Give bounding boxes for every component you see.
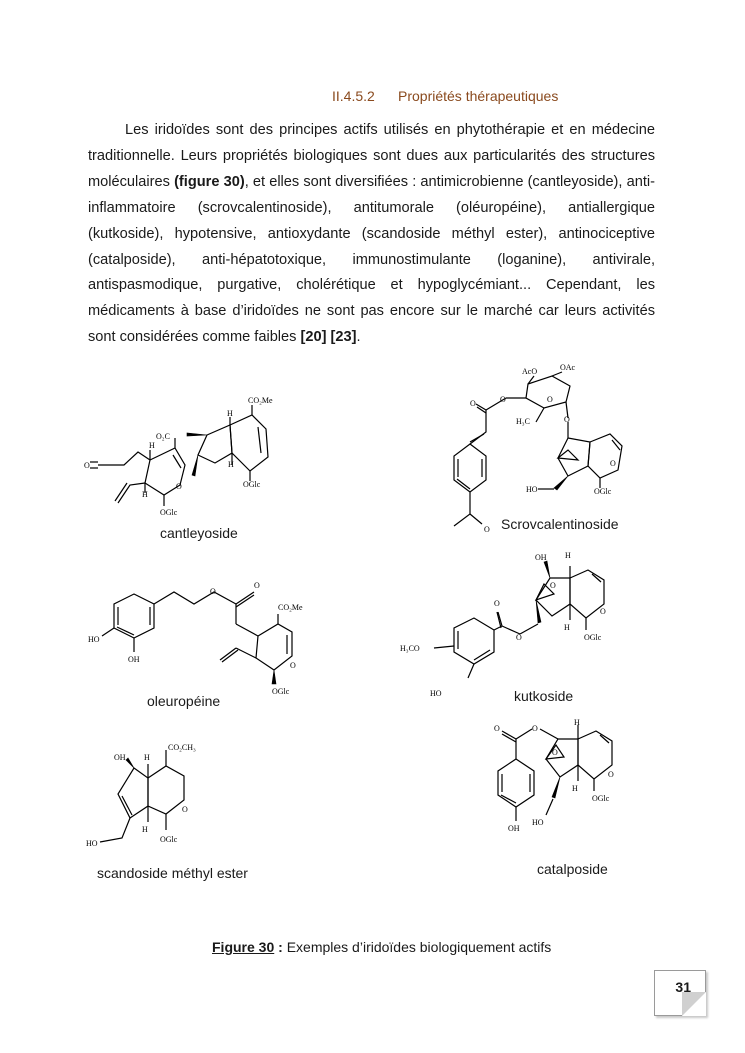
label-o: O [550,581,556,590]
name-kutkoside: kutkoside [514,688,574,704]
label-h: H [564,623,570,632]
label-oh: OH [128,655,140,664]
label-oglc: OGlc [592,794,610,803]
scandoside-structure [86,738,216,853]
section-heading [332,88,558,104]
page-curl-icon [682,992,706,1016]
label-o: O [494,724,500,733]
body-paragraph [88,118,655,351]
label-oh: OH [508,824,520,833]
label-oglc: OGlc [243,480,261,489]
para-text-2: , et elles sont diversifiées : antimicrobienne (cantleyoside), anti-inflammatoire (scrovcalentinoside), antitumorale (oléuropéine), antiallergique (kutkoside), hypotensive, antioxydante (scandoside méthyl ester), antinociceptive (catalposide), anti-hépatotoxique, immunostimulante (loganine), antivirale, antispasmodique, purgative, cholérétique et hypoglycémiant... Cependant, les médicaments à base d’iridoïdes ne sont pas encore sur le marché car leurs activités sont considérées comme faibles [88,173,655,346]
label-ho: HO [532,818,544,827]
label-co2ch3: CO₂CH₃ [168,743,196,752]
label-o: O [182,805,188,814]
label-h: H [142,825,148,834]
label-h: H [574,718,580,727]
label-o: O [500,395,506,404]
label-o: O [470,399,476,408]
cantleyoside-structure [80,385,310,525]
page-number-box [654,970,706,1016]
scrovcalentinoside-structure [440,362,640,540]
para-text-1: Les iridoïdes sont des principes actifs utilisés en phytothérapie et en médecine traditionnelle. Leurs propriétés biologiques sont dues aux particularités des structures moléculaires [88,122,655,190]
name-cantleyoside: cantleyoside [160,525,238,541]
section-number: II.4.5.2 [332,88,375,104]
label-h3co: H₃CO [400,644,420,653]
label-h: H [572,784,578,793]
label-h3c: H₃C [516,417,530,426]
label-o: O [564,415,570,424]
label-oglc: OGlc [272,687,290,696]
label-o2c: O₂C [156,432,170,441]
label-ho: HO [86,839,98,848]
label-o: O [547,395,553,404]
oleuropeine-structure [86,578,316,703]
caption-colon: : [274,939,283,955]
label-o: O [210,587,216,596]
label-o: O [84,461,90,470]
label-o: O [610,459,616,468]
label-oglc: OGlc [160,835,178,844]
name-oleuropeine: oleuropéine [147,693,221,709]
kutkoside-structure [398,548,618,698]
label-o: O [290,661,296,670]
label-o: O [552,748,558,757]
label-co2me: CO₂Me [278,603,303,612]
figure-caption [212,939,551,955]
label-oac: OAc [560,363,576,372]
label-oglc: OGlc [160,508,178,517]
label-o: O [532,724,538,733]
label-h: H [142,490,148,499]
label-oh: OH [535,553,547,562]
label-ho: HO [526,485,538,494]
label-h: H [565,551,571,560]
label-o: O [608,770,614,779]
para-end: . [356,329,361,346]
label-o: O [254,581,260,590]
label-ho: HO [430,689,442,698]
label-oh: OH [114,753,126,762]
label-o: O [176,482,182,491]
caption-text: Exemples d’iridoïdes biologiquement actifs [282,939,552,955]
page-number: 31 [675,979,691,995]
label-o: O [494,599,500,608]
figure-reference: (figure 30) [174,173,245,190]
section-title: Propriétés thérapeutiques [398,88,559,104]
name-scrovcalentinoside: Scrovcalentinoside [501,516,619,532]
label-o: O [516,633,522,642]
label-h: H [149,441,155,450]
label-o: O [484,525,490,534]
label-h: H [228,460,234,469]
label-co2me: CO₂Me [248,396,273,405]
label-aco: AcO [522,367,538,376]
name-catalposide: catalposide [537,861,608,877]
label-o: O [600,607,606,616]
label-h: H [144,753,150,762]
label-ho: HO [88,635,100,644]
label-oglc: OGlc [584,633,602,642]
citation-refs: [20] [23] [300,329,357,346]
catalposide-structure [480,715,640,860]
name-scandoside: scandoside méthyl ester [97,865,248,881]
label-oglc: OGlc [594,487,612,496]
label-h: H [227,409,233,418]
caption-label: Figure 30 [212,939,275,955]
